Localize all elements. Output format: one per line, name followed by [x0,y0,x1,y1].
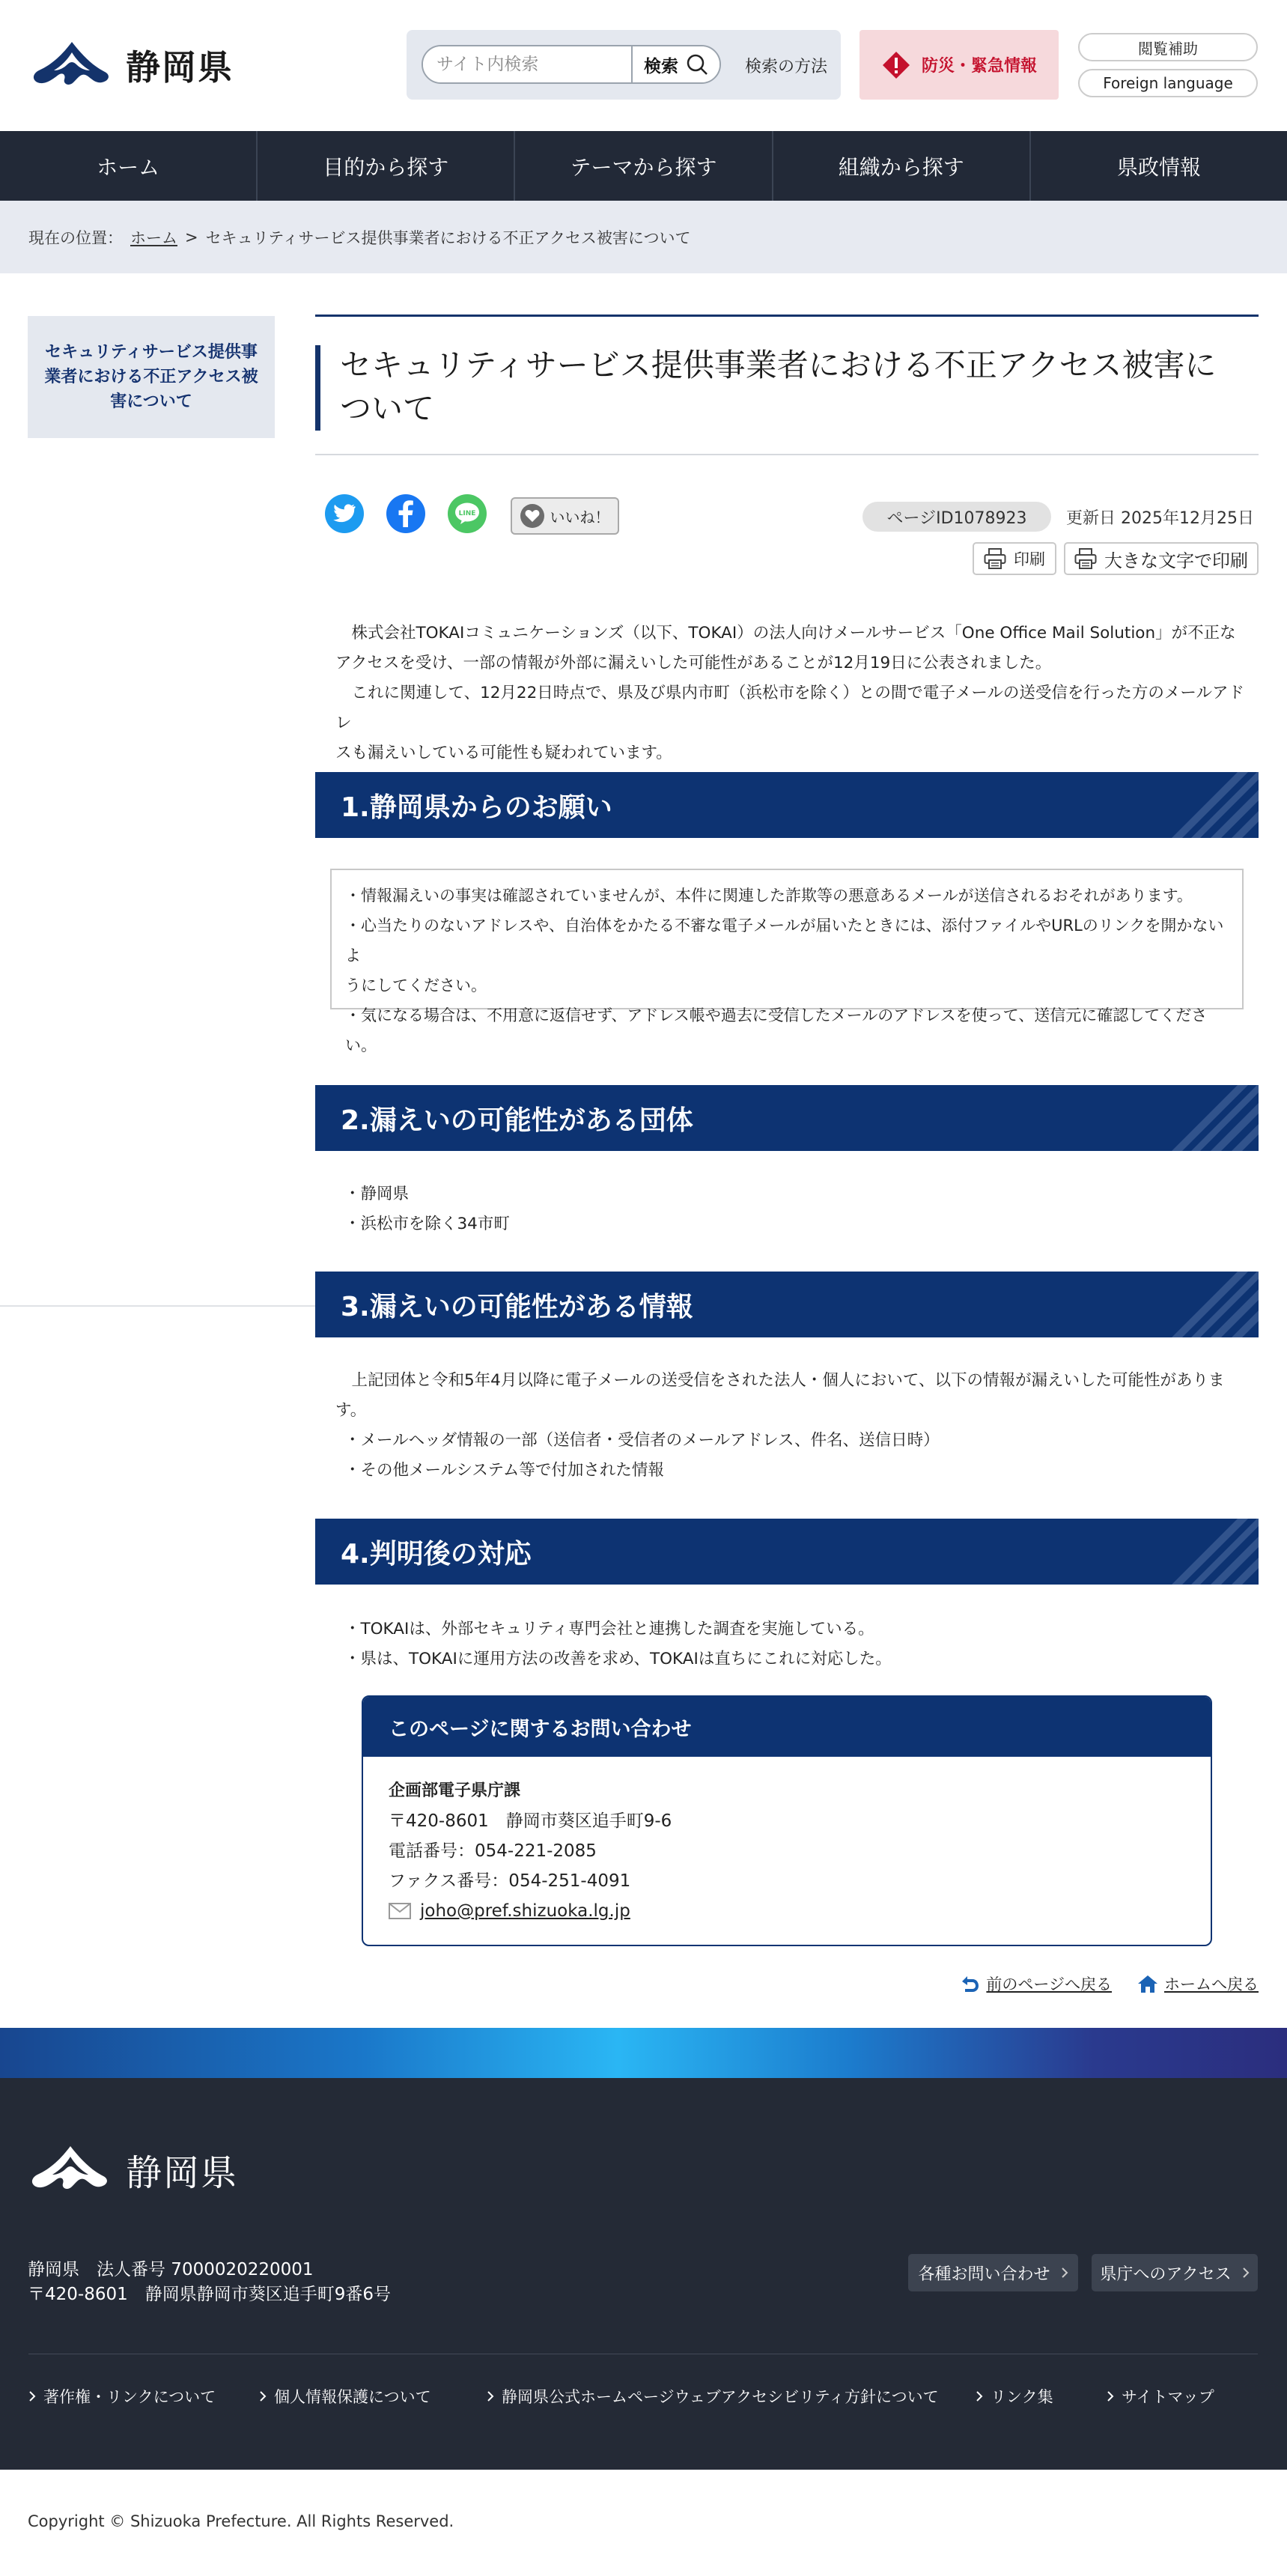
like-label: いいね！ [550,508,610,526]
nav-home[interactable]: ホーム [0,131,258,201]
list-item: ・県は、TOKAIに運用方法の改善を求め、TOKAIは直ちにこれに対応した。 [344,1650,892,1668]
heading-stripes-decoration [1161,1519,1259,1585]
breadcrumb-current: セキュリティサービス提供事業者における不正アクセス被害について [205,228,691,247]
contact-body [363,1757,1211,1926]
footer-link-label: 著作権・リンクについて [43,2388,216,2406]
home-icon [1137,1974,1158,1993]
section-heading-4 [315,1519,1259,1585]
site-footer [0,2078,1287,2470]
print-button[interactable] [973,542,1056,575]
back-home-link[interactable] [1137,1972,1259,1995]
footer-logo[interactable] [28,2142,238,2197]
back-arrow-icon [959,1974,980,1993]
search-icon [686,53,708,76]
footer-contact-button[interactable] [908,2254,1078,2291]
heading-stripes-decoration [1161,1085,1259,1151]
contact-email-link[interactable]: joho@pref.shizuoka.lg.jp [420,1901,630,1921]
intro-line: 株式会社TOKAIコミュニケーションズ（以下、TOKAI）の法人向けメールサービス「One Office Mail Solution」が不正な [335,624,1236,643]
footer-corp-number: 静岡県 法人番号 7000020220001 [28,2260,314,2279]
footer-link-label: 個人情報保護について [274,2388,431,2406]
list-item: ・静岡県 [344,1185,410,1203]
site-logo[interactable] [30,37,234,93]
footer-link-label: 静岡県公式ホームページウェブアクセシビリティ方針について [502,2388,939,2406]
chevron-right-icon [1061,2267,1068,2279]
footer-address-line: 〒420-8601 静岡県静岡市葵区追手町9番6号 [28,2285,391,2304]
share-line-button[interactable] [448,494,487,533]
print-large-text-button[interactable] [1064,542,1259,575]
left-column-divider [0,1305,315,1307]
back-previous-link[interactable] [959,1972,1112,1995]
footer-address [28,2258,391,2307]
contact-fax: ファクス番号：054-251-4091 [389,1871,631,1891]
nav-purpose[interactable]: 目的から探す [258,131,515,201]
updated-date: 更新日 2025年12月25日 [1066,509,1254,528]
breadcrumb-home-link[interactable]: ホーム [130,228,177,247]
section-heading-1 [315,772,1259,838]
section-heading-text: 3.漏えいの可能性がある情報 [341,1291,693,1322]
list-item: ・TOKAIは、外部セキュリティ専門会社と連携した調査を実施している。 [344,1620,874,1638]
search-button[interactable] [631,46,719,82]
reading-support-button[interactable]: 閲覧補助 [1078,33,1258,61]
page-id-badge: ページID1078923 [862,502,1051,532]
title-accent-bar [315,345,320,431]
search-button-label: 検索 [644,56,678,76]
footer-link-label: サイトマップ [1122,2388,1214,2406]
intro-line: スも漏えいしている可能性も疑われています。 [335,744,672,762]
mail-icon [389,1903,411,1919]
footer-gradient-band [0,2028,1287,2078]
svg-text:LINE: LINE [458,510,476,517]
share-twitter-button[interactable] [325,494,364,533]
list-item: ・その他メールシステム等で付加された情報 [344,1461,664,1480]
shizuoka-logo-icon [28,2142,112,2197]
like-button[interactable] [511,497,619,535]
footer-logo-text: 静岡県 [126,2151,239,2194]
foreign-language-button[interactable]: Foreign language [1078,69,1258,97]
search-input[interactable] [423,46,631,82]
breadcrumb-prefix: 現在の位置： [28,228,123,247]
chevron-right-icon [259,2390,267,2402]
paragraph-line: す。 [335,1401,367,1420]
site-logo-text: 静岡県 [126,47,234,88]
twitter-icon [333,504,356,523]
breadcrumb [0,201,1287,273]
share-facebook-button[interactable] [386,494,425,533]
breadcrumb-separator: > [185,228,198,246]
search-panel [407,30,841,100]
heart-icon [520,504,544,528]
emergency-info-button[interactable] [859,30,1059,100]
footer-access-label: 県庁へのアクセス [1100,2264,1232,2284]
chevron-right-icon [1107,2390,1114,2402]
print-label: 印刷 [1014,550,1045,568]
footer-access-button[interactable] [1092,2254,1258,2291]
contact-address: 〒420-8601 静岡市葵区追手町9-6 [389,1811,672,1831]
facebook-icon [398,500,414,527]
footer-link-accessibility[interactable] [487,2385,939,2408]
nav-organization[interactable]: 組織から探す [773,131,1031,201]
footer-link-links[interactable] [976,2385,1053,2408]
back-links [957,1972,1259,1995]
shizuoka-logo-icon [30,37,114,93]
intro-line: これに関連して、12月22日時点で、県及び県内市町（浜松市を除く）との間で電子メールの送受信を行った方のメールアドレ [335,684,1245,732]
contact-box [362,1695,1212,1946]
notice-line: うにしてください。 [345,976,487,994]
heading-stripes-decoration [1161,1272,1259,1337]
notice-line: ・気になる場合は、不用意に返信せず、アドレス帳や過去に受信したメールのアドレスを使って、送信元に確認してください。 [345,1006,1208,1054]
intro-line: アクセスを受け、一部の情報が外部に漏えいした可能性があることが12月19日に公表されました。 [335,654,1052,672]
contact-heading: このページに関するお問い合わせ [363,1697,1211,1757]
page-title-block [315,315,1259,455]
nav-prefecture-info[interactable]: 県政情報 [1116,154,1201,180]
page-title: セキュリティサービス提供事業者における不正アクセス被害について [340,347,1217,427]
section-heading-2 [315,1085,1259,1151]
section-heading-3 [315,1272,1259,1337]
chevron-right-icon [976,2390,983,2402]
footer-link-sitemap[interactable] [1107,2385,1214,2408]
section-heading-text: 2.漏えいの可能性がある団体 [341,1105,693,1136]
heading-stripes-decoration [1161,772,1259,838]
list-item: ・メールヘッダ情報の一部（送信者・受信者のメールアドレス、件名、送信日時） [344,1431,940,1450]
affected-info-paragraph [335,1366,1249,1486]
notice-line: ・情報漏えいの事実は確認されていませんが、本件に関連した詐欺等の悪意あるメールが送信されるおそれがあります。 [345,887,1193,905]
affected-groups-list [344,1179,1258,1239]
nav-theme[interactable]: テーマから探す [515,131,773,201]
back-previous-label: 前のページへ戻る [986,1975,1112,1993]
contact-email-row [389,1896,1211,1926]
response-list [344,1614,1258,1674]
search-method-link[interactable]: 検索の方法 [745,58,828,76]
footer-link-copyright[interactable] [28,2385,216,2408]
printer-icon [984,548,1006,569]
alert-icon [881,50,911,80]
chevron-right-icon [487,2390,494,2402]
list-item: ・浜松市を除く34市町 [344,1215,510,1233]
back-home-label: ホームへ戻る [1164,1975,1259,1993]
emergency-label: 防災・緊急情報 [921,57,1037,76]
line-icon [454,502,480,525]
footer-link-label: リンク集 [991,2388,1053,2406]
printer-icon [1074,548,1097,569]
search-form [422,45,721,84]
contact-department: 企画部電子県庁課 [389,1781,521,1800]
global-nav [0,131,1287,201]
chevron-right-icon [1242,2267,1250,2279]
intro-paragraph [335,619,1249,768]
section-heading-text: 4.判明後の対応 [341,1538,532,1570]
footer-link-privacy[interactable] [259,2385,431,2408]
side-nav-current-page[interactable]: セキュリティサービス提供事業者における不正アクセス被害について [28,316,275,438]
site-header [0,0,1287,131]
footer-contact-label: 各種お問い合わせ [918,2264,1050,2284]
chevron-right-icon [28,2390,36,2402]
notice-line: ・心当たりのないアドレスや、自治体をかたる不審な電子メールが届いたときには、添付ファイルやURLのリンクを開かないよ [345,917,1224,965]
request-notice-box [330,869,1244,1054]
copyright: Copyright © Shizuoka Prefecture. All Rights Reserved. [28,2512,454,2530]
paragraph-line: 上記団体と令和5年4月以降に電子メールの送受信をされた法人・個人において、以下の情報が漏えいした可能性がありま [335,1371,1225,1390]
section-heading-text: 1.静岡県からのお願い [341,792,612,823]
print-large-label: 大きな文字で印刷 [1104,550,1248,571]
contact-tel: 電話番号：054-221-2085 [389,1841,597,1861]
